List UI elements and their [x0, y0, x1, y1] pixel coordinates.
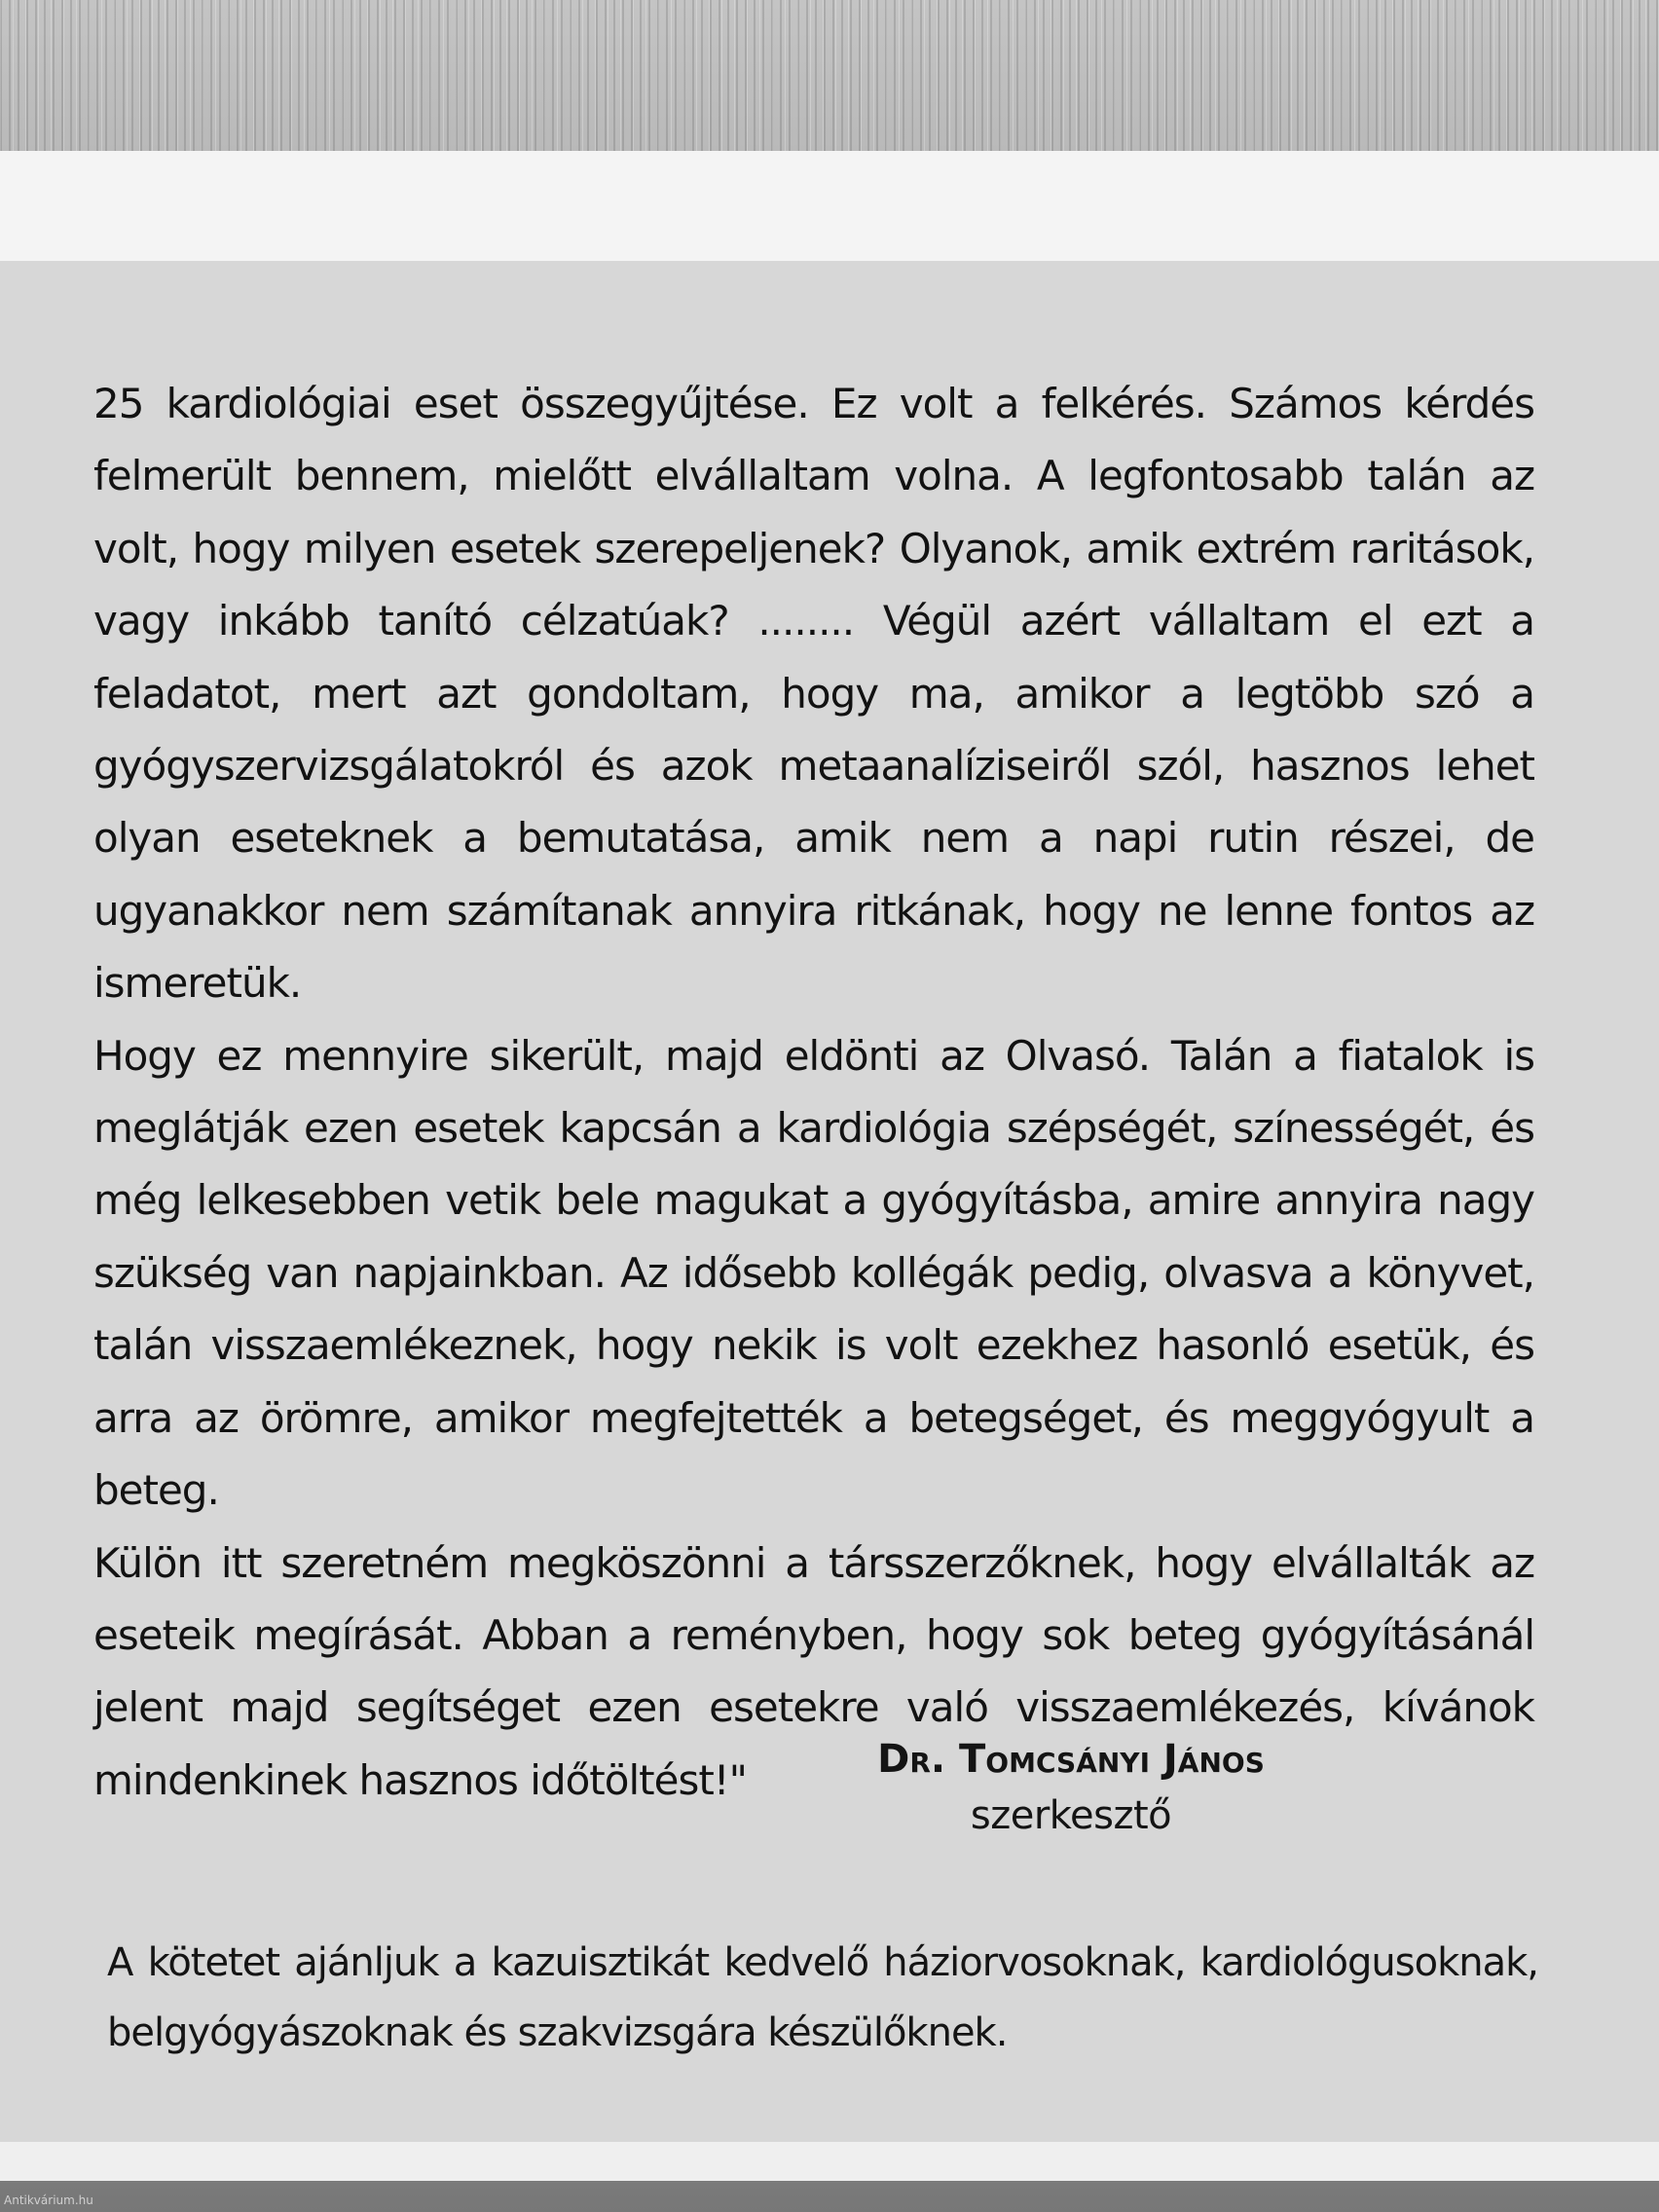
author-role: szerkesztő — [970, 1793, 1172, 1838]
watermark: Antikvárium.hu — [4, 2194, 93, 2207]
paragraph-2: Hogy ez mennyire sikerült, majd eldönti az Olvasó. Talán a fiatalok is meglátják ezen esetek kapcsán a kardiológia szépségét, színességét, és még lelkesebben vetik bele magukat a gyógyításba, amire annyira nagy szükség van napjainkban. Az idősebb kollégák pedig, olvasva a könyvet, talán visszaemlékeznek, hogy nekik is volt ezekhez hasonló esetük, és arra az örömre, amikor megfejtették a betegséget, és meggyógyult a beteg. — [93, 1031, 1534, 1515]
preface-text — [93, 368, 1534, 1817]
background-texture — [0, 0, 1659, 151]
paragraph-1: 25 kardiológiai eset összegyűjtése. Ez volt a felkérés. Számos kérdés felmerült bennem, mielőtt elvállaltam volna. A legfontosabb talán az volt, hogy milyen esetek szerepeljenek? Olyanok, amik extrém raritások, vagy inkább tanító célzatúak? ........ Végül azért vállaltam el ezt a feladatot, mert azt gondoltam, hogy ma, amikor a legtöbb szó a gyógyszervizsgálatokról és azok metaanalíziseiről szól, hasznos lehet olyan eseteknek a bemutatása, amik nem a napi rutin részei, de ugyanakkor nem számítanak annyira ritkának, hogy ne lenne fontos az ismeretük. — [93, 380, 1534, 1008]
recommendation-text: A kötetet ajánljuk a kazuisztikát kedvelő háziorvosoknak, kardiológusoknak, belgyógyászoknak és szakvizsgára készülőknek. — [107, 1940, 1538, 2055]
paragraph-3: Külön itt szeretném megköszönni a társszerzőknek, hogy elvállalták az eseteik megírását. Abban a reményben, hogy sok beteg gyógyításánál jelent majd segítséget ezen esetekre való visszaemlékezés, kívánok mindenkinek hasznos időtöltést!" — [93, 1538, 1534, 1804]
bottom-border — [0, 2142, 1659, 2181]
author-name: Dr. Tomcsányi János — [877, 1737, 1265, 1782]
signature-block — [798, 1731, 1344, 1844]
